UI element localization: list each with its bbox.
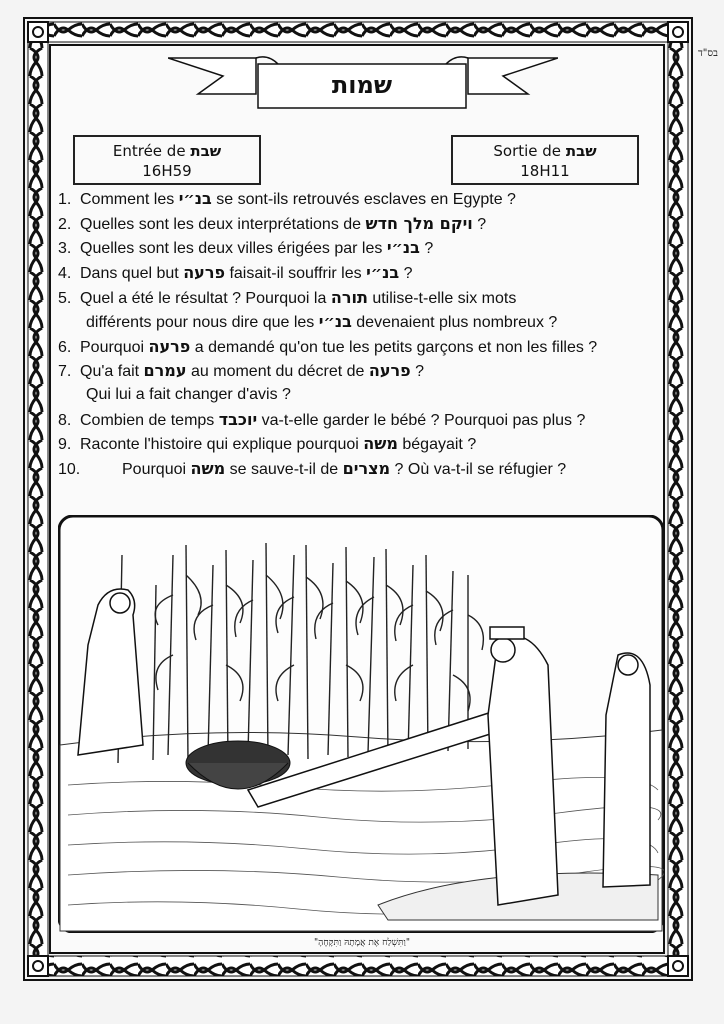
- hebrew-term: בנ״י: [178, 189, 212, 208]
- question-number: 7.: [58, 363, 72, 380]
- question-text: bégayait ?: [397, 436, 477, 453]
- hebrew-term: משה: [363, 434, 398, 453]
- question-item: [58, 288, 516, 308]
- question-number: 6.: [58, 339, 72, 356]
- question-number: 4.: [58, 265, 72, 282]
- question-text: Qui lui a fait changer d'avis ?: [86, 386, 291, 403]
- question-text: Pourquoi: [122, 461, 191, 478]
- exit-time: 18H11: [520, 162, 570, 180]
- question-item: [58, 410, 585, 430]
- question-text: ?: [399, 265, 413, 282]
- question-text: ?: [472, 216, 487, 233]
- question-number: 10.: [58, 461, 81, 478]
- question-number: 1.: [58, 191, 72, 208]
- question-item: [86, 386, 291, 404]
- question-item: [58, 214, 486, 234]
- question-number: 5.: [58, 290, 72, 307]
- hebrew-term: יוכבד: [218, 410, 258, 429]
- hebrew-term: בנ״י: [386, 238, 420, 257]
- question-text: se sont-ils retrouvés esclaves en Egypte ?: [211, 191, 516, 208]
- question-text: va-t-elle garder le bébé ? Pourquoi pas plus ?: [257, 412, 586, 429]
- hebrew-term: פרעה: [148, 337, 191, 356]
- question-text: différents pour nous dire que les: [86, 314, 319, 331]
- question-number: 9.: [58, 436, 72, 453]
- hebrew-term: בנ״י: [366, 263, 400, 282]
- question-text: devenaient plus nombreux ?: [351, 314, 558, 331]
- corner-mark: בס"ד: [698, 48, 718, 59]
- question-text: au moment du décret de: [186, 363, 369, 380]
- question-number: 8.: [58, 412, 72, 429]
- hebrew-term: פרעה: [368, 361, 411, 380]
- hebrew-term: תורה: [330, 288, 368, 307]
- hebrew-term: פרעה: [183, 263, 225, 282]
- exit-label: Sortie de: [493, 142, 562, 160]
- entry-label: Entrée de: [112, 142, 186, 160]
- question-item: [58, 189, 516, 209]
- question-item: [86, 312, 557, 332]
- illustration: [58, 515, 664, 933]
- entry-time: 16H59: [142, 162, 192, 180]
- question-text: ?: [410, 363, 425, 380]
- question-text: Pourquoi: [80, 339, 149, 356]
- hebrew-term: בנ״י: [318, 312, 352, 331]
- question-text: Qu'a fait: [80, 363, 144, 380]
- exit-time-box: [451, 135, 639, 185]
- question-text: Raconte l'histoire qui explique pourquoi: [80, 436, 364, 453]
- question-text: utilise-t-elle six mots: [367, 290, 517, 307]
- question-text: se sauve-t-il de: [225, 461, 343, 478]
- question-number: 3.: [58, 240, 72, 257]
- page-title: שמות: [331, 71, 393, 99]
- question-text: Dans quel but: [80, 265, 184, 282]
- exit-heb: שבת: [565, 142, 597, 160]
- question-item: [58, 337, 597, 357]
- question-text: Quel a été le résultat ? Pourquoi la: [80, 290, 331, 307]
- question-text: Comment les: [80, 191, 179, 208]
- entry-heb: שבת: [190, 142, 222, 160]
- question-text: Quelles sont les deux villes érigées par les: [80, 240, 387, 257]
- question-text: ?: [419, 240, 434, 257]
- question-text: a demandé qu'on tue les petits garçons et non les filles ?: [190, 339, 598, 356]
- hebrew-term: משה: [190, 459, 226, 478]
- entry-time-box: [73, 135, 261, 185]
- question-item: [58, 361, 424, 381]
- question-text: Quelles sont les deux interprétations de: [80, 216, 366, 233]
- question-item: [58, 434, 476, 454]
- hebrew-term: עמרם: [143, 361, 187, 380]
- hebrew-term: מצרים: [342, 459, 391, 478]
- question-item: [58, 263, 413, 283]
- question-item: [58, 459, 566, 479]
- caption: "וַתִּשְׁלַח אֶת אֲמָתָהּ וַתִּקָּחֶהָ": [314, 938, 410, 948]
- hebrew-term: ויקם מלך חדש: [365, 214, 473, 233]
- question-number: 2.: [58, 216, 72, 233]
- question-text: faisait-il souffrir les: [225, 265, 367, 282]
- question-text: Combien de temps: [80, 412, 219, 429]
- question-text: ? Où va-t-il se réfugier ?: [390, 461, 567, 478]
- question-item: [58, 238, 433, 258]
